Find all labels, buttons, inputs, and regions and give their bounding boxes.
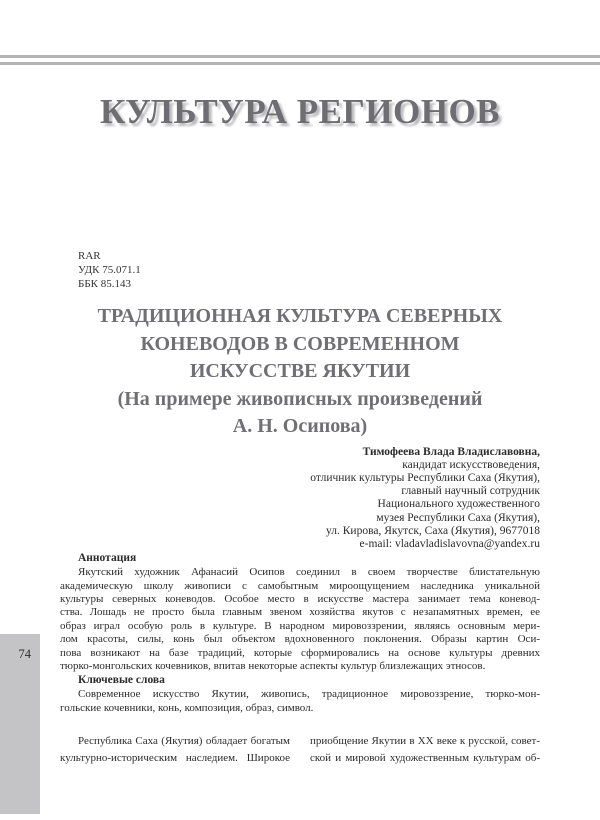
article-title-line: ИСКУССТВЕ ЯКУТИИ [189, 360, 411, 382]
rule-line-bottom [0, 62, 600, 65]
body-column-left-line: культурно-историческим наследием. Широкое [60, 751, 290, 764]
author-credentials-line: Национального художественного [377, 498, 540, 511]
author-credentials-line: музея Республики Саха (Якутия), [376, 511, 540, 524]
author-credentials-line: e-mail: vladavladislavovna@yandex.ru [359, 537, 540, 550]
abstract-text-line: академическую школу живописи с самобытным мироощущением наследника уникальной [60, 579, 540, 592]
article-title [60, 303, 540, 441]
body-column-left-line: Республика Саха (Якутия) обладает богатым [78, 735, 290, 748]
article-title-line: КОНЕВОДОВ В СОВРЕМЕННОМ [140, 332, 460, 355]
body-column-left [60, 733, 290, 766]
author-credentials [60, 459, 540, 551]
keywords-section [60, 673, 540, 715]
article-content [60, 249, 540, 766]
top-double-rule [0, 55, 600, 65]
body-columns [60, 733, 540, 766]
keywords-text-line: гольские кочевники, конь, композиция, образ, символ. [60, 701, 314, 714]
body-column-right-line: приобщение Якутии в XX веке к русской, совет- [310, 735, 540, 748]
author-block [60, 446, 540, 552]
abstract-heading: Аннотация [78, 552, 137, 565]
meta-udc: УДК 75.071.1 [78, 264, 141, 276]
page-number-tab [0, 634, 40, 814]
keywords-heading: Ключевые слова [78, 674, 165, 687]
abstract-text-line: тюрко-монгольских кочевников, впитав некоторые аспекты культур близлежащих этносов. [60, 659, 486, 672]
author-credentials-line: ул. Кирова, Якутск, Саха (Якутия), 9677018 [326, 524, 540, 537]
body-column-right-line: ской и мировой художественным культурам об- [310, 751, 540, 764]
article-meta [60, 249, 540, 291]
abstract-text-line: культуры северных коневодов. Особое место в искусстве мастера занимает тема коневод- [60, 592, 540, 605]
page-number: 74 [18, 647, 31, 661]
keywords-text [60, 688, 540, 715]
abstract-text-line: ства. Лошадь не просто была главным звеном хозяйства якутов с незапамятных времен, ее [60, 606, 540, 619]
meta-bbk: ББК 85.143 [78, 278, 131, 290]
article-title-line: (На примере живописных произведений [117, 387, 483, 410]
section-header: КУЛЬТУРА РЕГИОНОВ [99, 92, 501, 131]
abstract-text [60, 566, 540, 673]
abstract-text-line: образ играл особую роль в культуре. В народном мировоззрении, являясь основным мери- [60, 619, 540, 632]
author-credentials-line: отличник культуры Республики Саха (Якутия), [310, 471, 540, 484]
keywords-text-line: Современное искусство Якутии, живопись, традиционное мировоззрение, тюрко-мон- [78, 688, 540, 701]
meta-rar: RAR [78, 250, 101, 262]
author-credentials-line: кандидат искусствоведения, [402, 458, 540, 471]
abstract-text-line: пова возникают на базе традиций, которые сформировались на основе культуры древних [60, 646, 540, 659]
abstract-text-line: лом красоты, силы, конь был объектом вдохновенного поклонения. Образы картин Оси- [60, 633, 540, 646]
abstract-text-line: Якутский художник Афанасий Осипов соединил в своем творчестве блистательную [78, 566, 540, 579]
abstract-section [60, 551, 540, 673]
article-title-line: ТРАДИЦИОННАЯ КУЛЬТУРА СЕВЕРНЫХ [97, 305, 503, 327]
author-credentials-line: главный научный сотрудник [401, 485, 540, 498]
article-title-line: А. Н. Осипова) [232, 415, 368, 437]
body-column-right [310, 733, 540, 766]
author-name: Тимофеева Влада Владиславовна, [362, 445, 540, 458]
